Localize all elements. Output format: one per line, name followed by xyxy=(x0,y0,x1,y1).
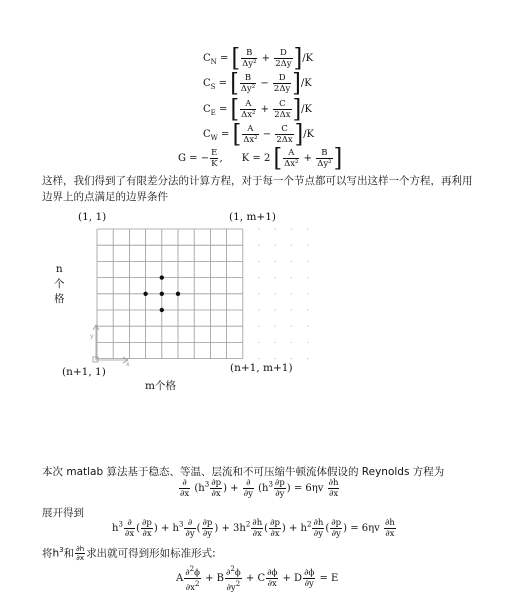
equation-expanded: $h^3$ $\frac{\partial}{\partial x}$ ( $\frac{\partial p}{\partial x}$ ) + $h^3$ $\frac{\partial}{\partial y}$ ( $\frac{\partial p}{\partial y}$ ) + $3h^2$ $\frac{\partial h}{\partial x}$ ( $\frac{\partial p}{\partial x}$ ) + $h^2$ $\frac{\partial h}{\partial y}$ ( $\frac{\partial p}{\partial y}$ ) = 6ηv $\frac{\partial h}{\partial x}$ xyxy=(112,518,395,539)
grid-faint-dot xyxy=(307,261,308,262)
grid-faint-dot xyxy=(307,228,308,229)
grid-lines xyxy=(97,229,243,359)
grid-faint-dot xyxy=(291,358,292,359)
axis-indicator xyxy=(93,325,128,363)
grid-faint-dot xyxy=(275,326,276,327)
stencil-node xyxy=(176,292,180,296)
grid-faint-dot xyxy=(258,245,259,246)
label-n-cells: n 个 格 xyxy=(54,263,65,305)
grid-faint-dot xyxy=(291,309,292,310)
grid-faint-dot xyxy=(307,245,308,246)
grid-faint-dot xyxy=(291,342,292,343)
equation-standard-form: A $\frac{\partial^2\phi}{\partial x^2}$ + B $\frac{\partial^2\phi}{\partial y^2}$ + C $\frac{\partial\phi}{\partial x}$ + D $\frac{\partial\phi}{\partial y}$ = E xyxy=(176,565,339,593)
label-top-left: (1, 1) xyxy=(78,211,107,223)
label-bottom-left: (n+1, 1) xyxy=(62,366,106,378)
grid-faint-dot xyxy=(258,326,259,327)
axis-label-y: y xyxy=(90,333,94,340)
stencil-node xyxy=(143,292,147,296)
stencil-node xyxy=(160,292,164,296)
grid-faint-dot xyxy=(291,245,292,246)
grid-faint-dot xyxy=(258,261,259,262)
paragraph-reynolds-intro: 本次 matlab 算法基于稳态、等温、层流和不可压缩牛顿流体假设的 Reynolds 方程为 xyxy=(42,466,445,478)
equation-ce: $C_E$ = [ $\frac{A}{\text{Δx²}}$ + $\frac{C}{2\Delta x}$ ]/K xyxy=(203,94,313,124)
grid-faint-dot xyxy=(291,261,292,262)
grid-faint-dot xyxy=(291,293,292,294)
stencil-node xyxy=(160,308,164,312)
label-m-cells: m个格 xyxy=(145,380,176,392)
grid-faint-dot xyxy=(275,309,276,310)
paragraph-expand: 展开得到 xyxy=(42,507,84,519)
grid-faint-dot xyxy=(307,277,308,278)
grid-faint-dot xyxy=(258,228,259,229)
grid-faint-dots xyxy=(258,228,308,359)
label-top-right: (1, m+1) xyxy=(229,211,276,223)
grid-faint-dot xyxy=(275,261,276,262)
equation-reynolds: $\frac{\partial}{\partial x}$ ($h^3$ $\frac{\partial p}{\partial x}$ ) + $\frac{\partial}{\partial y}$ ($h^3$ $\frac{\partial p}{\partial y}$ ) = 6ηv $\frac{\partial h}{\partial x}$ xyxy=(180,478,339,499)
grid-faint-dot xyxy=(307,326,308,327)
grid-faint-dot xyxy=(291,277,292,278)
grid-faint-dot xyxy=(307,293,308,294)
grid-faint-dot xyxy=(275,358,276,359)
grid-faint-dot xyxy=(275,293,276,294)
grid-faint-dot xyxy=(275,342,276,343)
grid-faint-dot xyxy=(258,309,259,310)
grid-faint-dot xyxy=(307,342,308,343)
grid-faint-dot xyxy=(258,342,259,343)
equation-g-k: G = − $\frac{E}{K}$ , K = 2 [ $\frac{A}{\text{Δx²}}$ + $\frac{B}{\text{Δy²}}$ ] xyxy=(178,143,343,173)
paragraph-standard-form: 将$h^3$和 $\frac{\partial h}{\partial x}$ 求出就可得到形如标准形式: xyxy=(42,545,216,562)
grid-faint-dot xyxy=(307,309,308,310)
axis-label-x: x xyxy=(126,361,130,368)
grid-faint-dot xyxy=(258,293,259,294)
grid-faint-dot xyxy=(291,326,292,327)
grid-faint-dot xyxy=(275,228,276,229)
label-bottom-right: (n+1, m+1) xyxy=(230,362,293,374)
stencil-node xyxy=(160,275,164,279)
grid-faint-dot xyxy=(291,228,292,229)
grid-faint-dot xyxy=(275,245,276,246)
grid-faint-dot xyxy=(275,277,276,278)
grid-faint-dot xyxy=(258,277,259,278)
equation-cw: $C_W$ = [ $\frac{A}{\text{Δx²}}$ − $\frac{C}{2\Delta x}$ ]/K xyxy=(203,119,315,149)
equation-cn: $C_N$ = [ $\frac{B}{\text{Δy²}}$ + $\frac{D}{2\Delta y}$ ]/K xyxy=(203,43,314,73)
grid-faint-dot xyxy=(307,358,308,359)
grid-faint-dot xyxy=(258,358,259,359)
paragraph-finite-difference: 这样，我们得到了有限差分法的计算方程，对于每一个节点都可以写出这样一个方程，再利用边界上的点满足的边界条件 xyxy=(42,175,473,203)
equation-cs: $C_S$ = [ $\frac{B}{\text{Δy²}}$ − $\frac{D}{2\Delta y}$ ]/K xyxy=(203,68,312,98)
